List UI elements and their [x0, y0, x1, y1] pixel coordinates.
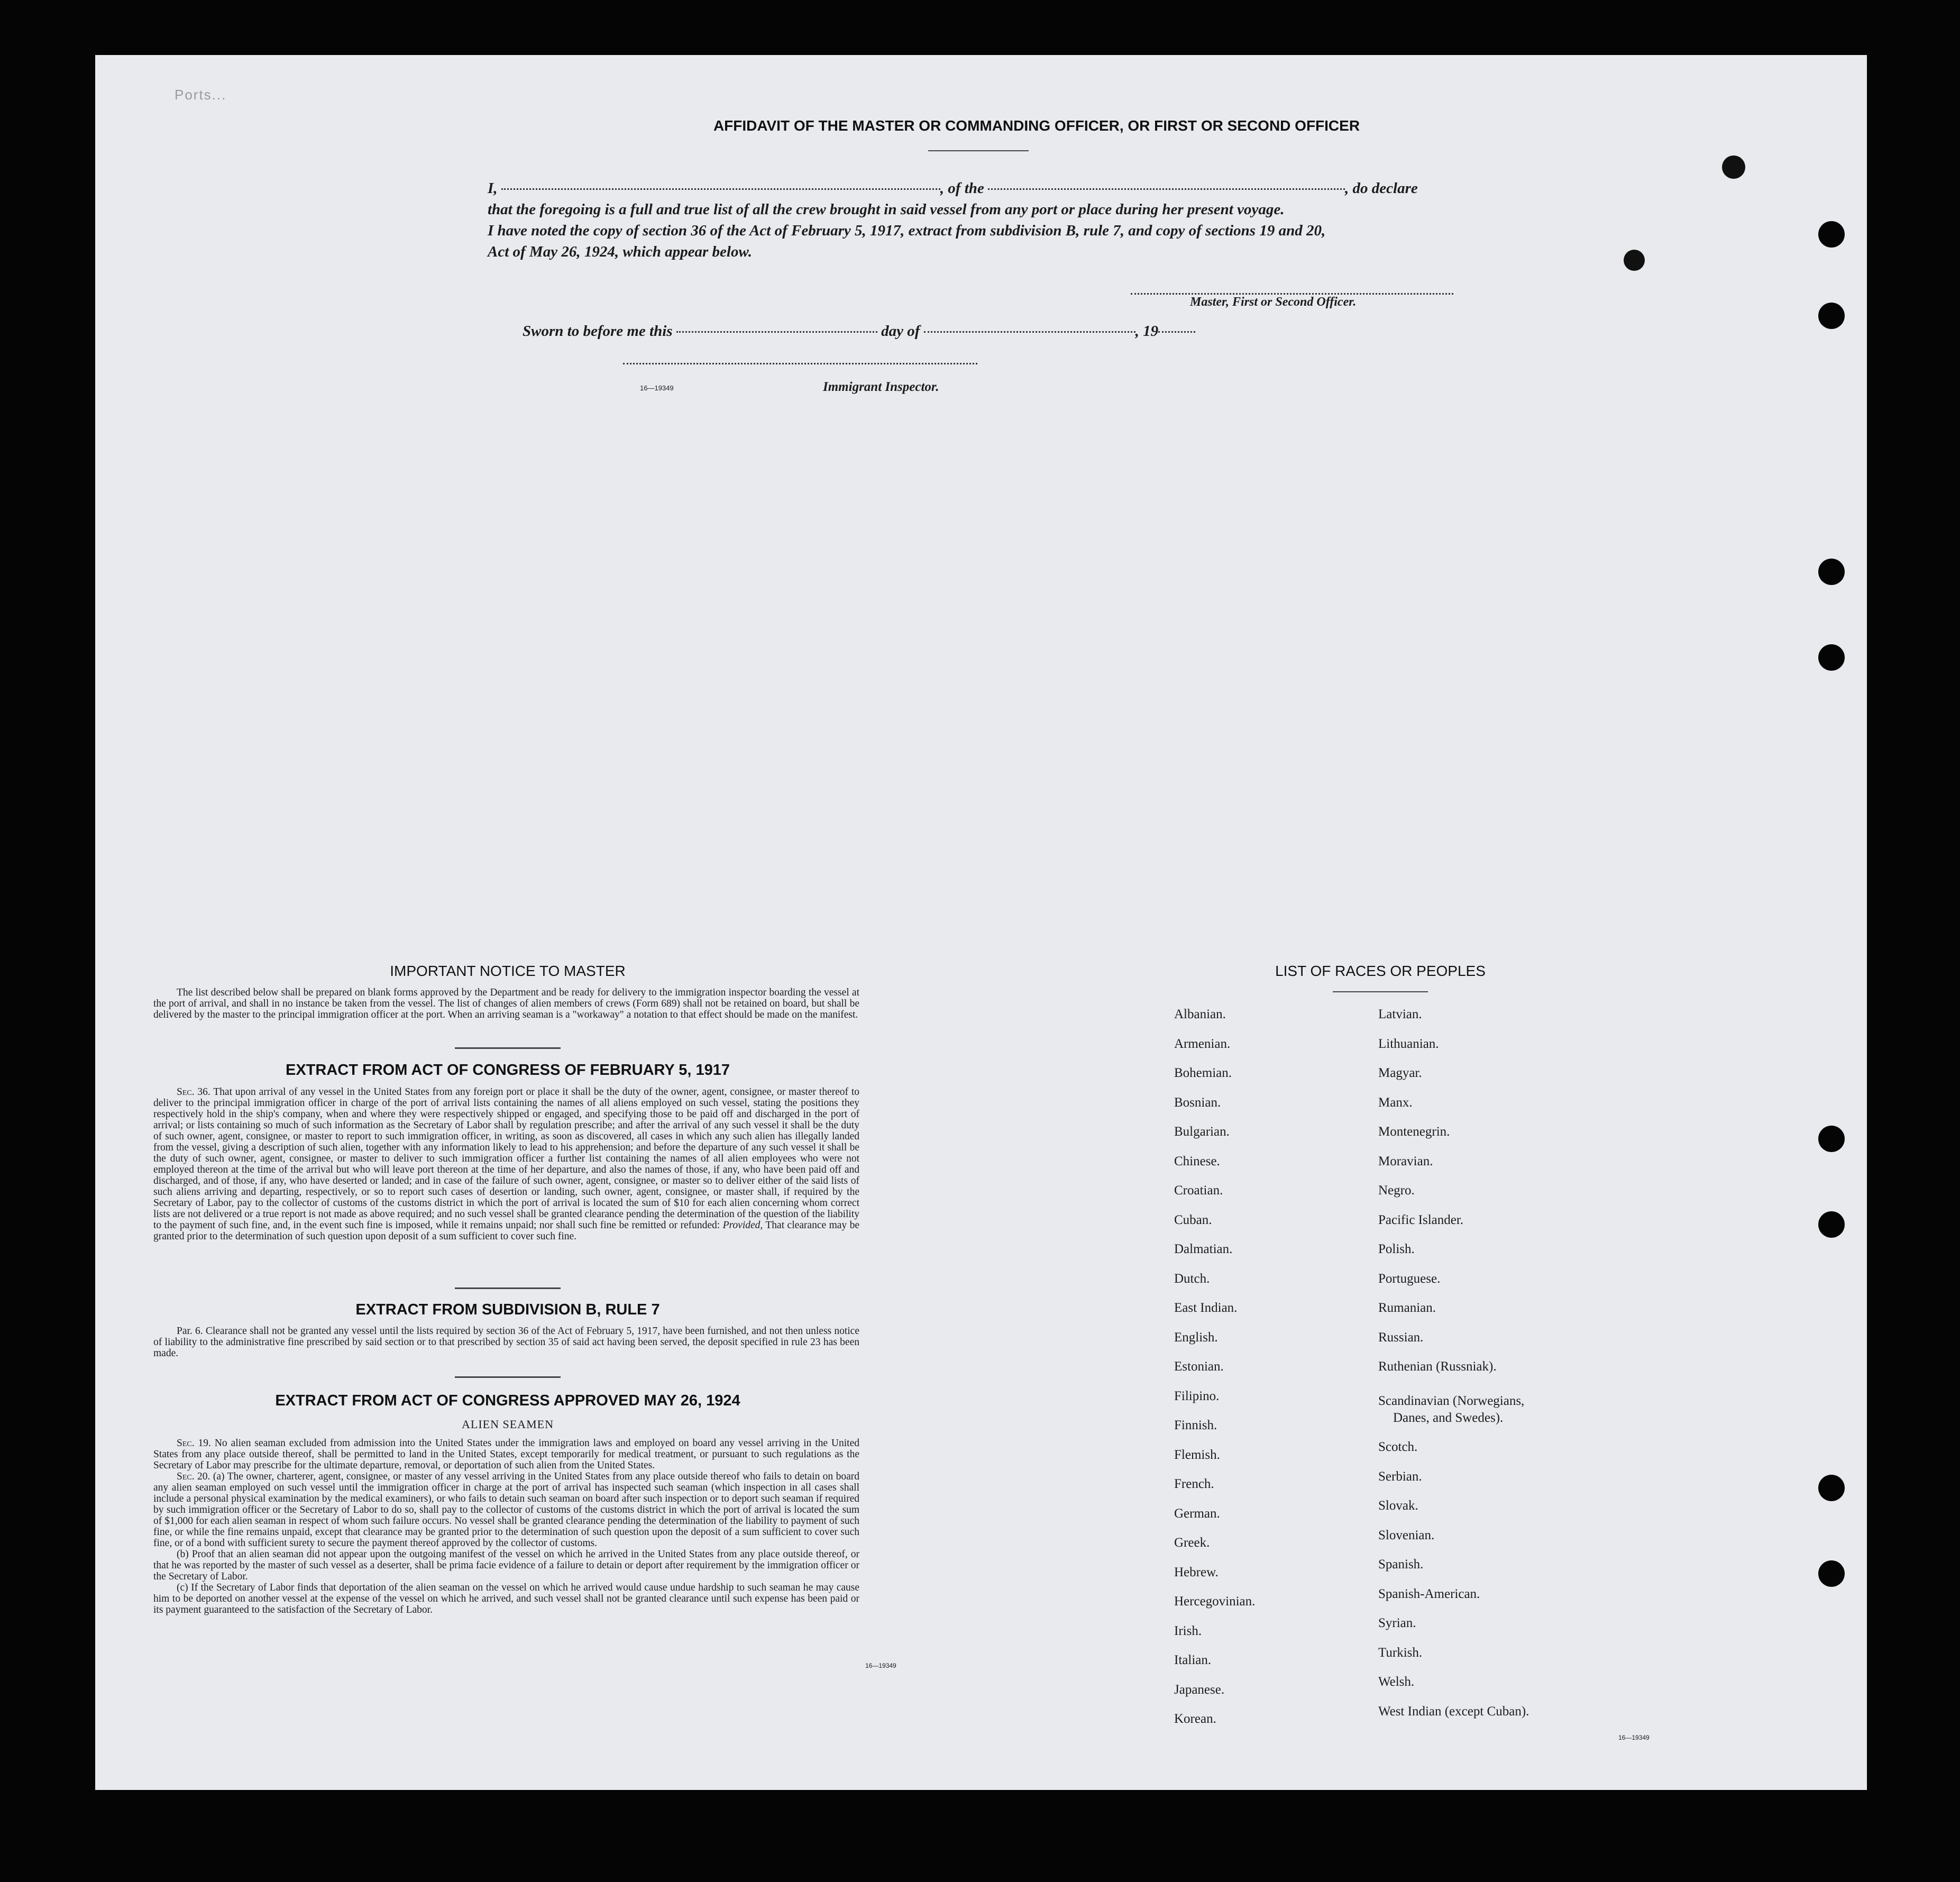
rule-7-rule: [455, 1376, 561, 1378]
binding-hole: [1818, 303, 1845, 329]
race-item: Moravian.: [1378, 1154, 1433, 1168]
extract-1924-title: EXTRACT FROM ACT OF CONGRESS APPROVED MAY 26, 1924: [275, 1392, 740, 1409]
extract-1924-body: [153, 1438, 859, 1615]
race-item: Bohemian.: [1174, 1066, 1232, 1080]
sworn-day-field[interactable]: [676, 331, 877, 333]
alien-seamen-subtitle: ALIEN SEAMEN: [462, 1418, 554, 1431]
declaration-line-3: I have noted the copy of section 36 of the Act of February 5, 1917, extract from subdivision B, rule 7, and copy of sections 19 and 20,: [488, 222, 1326, 239]
race-item: Japanese.: [1174, 1682, 1225, 1697]
of-the-label: , of the: [940, 180, 984, 197]
extract-1917-rule: [455, 1287, 561, 1289]
race-item: West Indian (except Cuban).: [1378, 1704, 1529, 1719]
sworn-line: [523, 323, 1195, 340]
binding-hole: [1818, 1211, 1845, 1238]
sec-20c-paragraph: (c) If the Secretary of Labor finds that deportation of the alien seaman on the vessel on which he arrived would cause undue hardship to such seaman he may cause him to be deported on another vessel at the expense of the vessel on which he arrived, and such vessel shall not be granted clearance until such expense has been paid or its payment guaranteed to the satisfaction of the Secretary of Labor.: [153, 1582, 859, 1615]
race-item: Hercegovinian.: [1174, 1594, 1256, 1609]
rule-7-title: EXTRACT FROM SUBDIVISION B, RULE 7: [355, 1301, 660, 1318]
ink-blot: [1624, 250, 1645, 271]
race-item: Latvian.: [1378, 1007, 1422, 1021]
year-prefix-label: , 19: [1135, 323, 1159, 340]
sec-19-text: No alien seaman excluded from admission into the United States under the immigration laws and employed on board any vessel arriving in the United States from any place outside thereof, shall be permitted to land in the United States, except temporarily for medical treatment, or pursuant to such regulations as the Secretary of Labor may prescribe for the ultimate departure, removal, or deportation of such alien from the United States.: [153, 1438, 860, 1471]
do-declare-label: , do declare: [1345, 180, 1418, 197]
sworn-label: Sworn to before me this: [523, 323, 673, 340]
binding-hole: [1818, 1560, 1845, 1587]
race-item: Flemish.: [1174, 1447, 1220, 1462]
race-item: Spanish.: [1378, 1557, 1424, 1572]
race-item: English.: [1174, 1330, 1218, 1345]
faded-stamp: Ports...: [175, 87, 227, 103]
master-signature-label: Master, First or Second Officer.: [1190, 295, 1357, 309]
affidavit-title: AFFIDAVIT OF THE MASTER OR COMMANDING OFFICER, OR FIRST OR SECOND OFFICER: [713, 117, 1360, 134]
affidavit-form-number: 16—19349: [640, 384, 674, 392]
inspector-signature-field[interactable]: [623, 363, 977, 364]
race-item: Scotch.: [1378, 1440, 1418, 1454]
proviso-word: Provided,: [722, 1220, 763, 1231]
race-item: Manx.: [1378, 1095, 1413, 1110]
sec-36-text: That upon arrival of any vessel in the United States from any foreign port or place it shall be the duty of the owner, agent, consignee, or master thereof to deliver to the principal immigration officer in charge of the port of arrival lists containing the names of all aliens employed on such vessel, stating the positions they respectively hold in the ship's company, when and where they were respectively shipped or engaged, and specifying those to be paid off and discharged in the port of arrival; or lists containing so much of such information as the Secretary of Labor shall by regulation prescribe; and after the arrival of any such vessel it shall be the duty of such owner, agent, consignee, or master to report to such immigration officer, in writing, as soon as discovered, all cases in which any such alien has illegally landed from the vessel, giving a description of such alien, together with any information likely to lead to his apprehension; and before the departure of any such vessel it shall be the duty of such owner, agent, consignee, or master to deliver to such immigration officer a further list containing the names of all alien employees who were not employed thereon at the time of the arrival but who will leave port thereon at the time of her departure, and also the names of those, if any, who have been paid off and discharged, and of those, if any, who have deserted or landed; and in case of the failure of such owner, agent, consignee, or master so to deliver either of the said lists of such aliens arriving and departing, respectively, or so to report such cases of desertion or landing, such owner, agent, consignee, or master shall, if required by the Secretary of Labor, pay to the collector of customs of the customs district in which the port of arrival is located the sum of $10 for each alien concerning whom correct lists are not delivered or a true report is not made as above required; and no such vessel shall be granted clearance pending the determination of the question of the liability to the payment of such fine, and, in the event such fine is imposed, while it remains unpaid; nor shall such fine be remitted or refunded:: [153, 1086, 859, 1231]
race-item: Bosnian.: [1174, 1095, 1221, 1110]
day-of-label: day of: [881, 323, 920, 340]
sec-20b-paragraph: (b) Proof that an alien seaman did not appear upon the outgoing manifest of the vessel on which he arrived in the United States from any place outside thereof, or that he was reported by the master of such vessel as a deserter, shall be prima facie evidence of a failure to detain or deport after requirement by the immigration officer or the Secretary of Labor.: [153, 1549, 859, 1582]
notice-title: IMPORTANT NOTICE TO MASTER: [390, 963, 626, 979]
race-item: Filipino.: [1174, 1388, 1220, 1403]
race-item: Serbian.: [1378, 1469, 1422, 1484]
race-item: Russian.: [1378, 1330, 1424, 1345]
race-item: Greek.: [1174, 1536, 1210, 1550]
race-item: East Indian.: [1174, 1301, 1238, 1315]
notice-text: The list described below shall be prepared on blank forms approved by the Department and be ready for delivery to the immigration inspector boarding the vessel at the port of arrival, and shall in no instance be taken from the vessel. The list of changes of alien members of crews (Form 689) shall not be retained on board, but shall be delivered by the master to the principal immigration officer at the port. When an arriving seaman is a "workaway" a notation to that effect should be made on the manifest.: [153, 987, 859, 1020]
declarant-label: I,: [488, 180, 498, 197]
vessel-name-field[interactable]: [988, 188, 1345, 190]
race-item: Spanish-American.: [1378, 1586, 1480, 1601]
race-item: Dutch.: [1174, 1271, 1210, 1286]
sec-36-label: Sec. 36.: [177, 1086, 210, 1098]
proviso-text: That clearance may be granted prior to the determination of such question upon deposit of a sum sufficient to cover such fine.: [153, 1220, 859, 1242]
extract-1917-text: [153, 1086, 859, 1242]
race-item: Scandinavian (Norwegians,: [1378, 1393, 1525, 1408]
race-item: Danes, and Swedes).: [1393, 1410, 1504, 1425]
sec-20a-text: (a) The owner, charterer, agent, consignee, or master of any vessel arriving in the United States from any place outside thereof who fails to detain on board any alien seaman employed on such vessel until the immigration officer in charge at the port of arrival has inspected such seaman (which inspection in all cases shall include a personal physical examination by the medical examiners), or who fails to detain such seaman on board after such inspection or to deport such seaman if required by such immigration officer or the Secretary of Labor to do so, shall pay to the collector of customs of the customs district in which the port of arrival is located the sum of $1,000 for each alien seaman in respect of whom such failure occurs. No vessel shall be granted clearance pending the determination of the liability to payment of such fine, or while the fine remains unpaid, except that clearance may be granted prior to the determination of such question upon the deposit of a sum sufficient to cover such fine, or of a bond with sufficient surety to secure the payment thereof approved by the collector of customs.: [153, 1471, 859, 1549]
master-signature-field[interactable]: [1131, 293, 1453, 295]
race-item: Dalmatian.: [1174, 1242, 1233, 1256]
sec-20a-paragraph: [153, 1471, 859, 1549]
race-item: Korean.: [1174, 1712, 1216, 1726]
title-rule: [928, 150, 1029, 151]
extract-form-number: 16—19349: [865, 1662, 896, 1669]
declaration-line-2: that the foregoing is a full and true list of all the crew brought in said vessel from any port or place during her present voyage.: [488, 201, 1285, 218]
binding-hole: [1818, 1126, 1845, 1152]
race-item: Hebrew.: [1174, 1565, 1219, 1579]
sec-20-label: Sec. 20.: [177, 1471, 210, 1482]
race-item: Bulgarian.: [1174, 1125, 1230, 1139]
races-form-number: 16—19349: [1618, 1734, 1650, 1741]
race-item: Montenegrin.: [1378, 1125, 1450, 1139]
race-item: Rumanian.: [1378, 1301, 1436, 1315]
races-rule: [1333, 991, 1428, 992]
race-item: Polish.: [1378, 1242, 1415, 1256]
race-item: Portuguese.: [1378, 1271, 1441, 1286]
race-item: Slovak.: [1378, 1499, 1418, 1513]
race-item: Magyar.: [1378, 1066, 1422, 1080]
notice-rule: [455, 1047, 561, 1049]
sec-19-paragraph: [153, 1438, 859, 1471]
race-item: Syrian.: [1378, 1616, 1416, 1630]
affidavit-declaration: [488, 178, 1567, 262]
race-item: Irish.: [1174, 1623, 1202, 1638]
race-item: Chinese.: [1174, 1154, 1220, 1168]
race-item: Cuban.: [1174, 1212, 1212, 1227]
form-page: [95, 55, 1867, 1790]
race-item: French.: [1174, 1477, 1214, 1491]
sworn-month-field[interactable]: [924, 331, 1135, 333]
race-item: Negro.: [1378, 1183, 1415, 1198]
sec-19-label: Sec. 19.: [177, 1438, 211, 1449]
declaration-line-4: Act of May 26, 1924, which appear below.: [488, 243, 752, 260]
race-item: Pacific Islander.: [1378, 1212, 1464, 1227]
race-item: German.: [1174, 1506, 1220, 1521]
binding-hole: [1818, 644, 1845, 671]
binding-hole: [1818, 1475, 1845, 1501]
race-item: Albanian.: [1174, 1007, 1226, 1021]
ink-blot: [1722, 156, 1745, 179]
race-item: Finnish.: [1174, 1418, 1217, 1432]
race-item: Lithuanian.: [1378, 1036, 1439, 1051]
race-item: Italian.: [1174, 1653, 1212, 1667]
rule-7-text: Par. 6. Clearance shall not be granted any vessel until the lists required by section 36 of the Act of February 5, 1917, have been furnished, and not then unless notice of liability to the administrative fine prescribed by said section or to that prescribed by section 35 of said act having been served, the deposit specified in rule 23 has been made.: [153, 1326, 859, 1359]
race-item: Ruthenian (Russniak).: [1378, 1359, 1497, 1374]
binding-hole: [1818, 559, 1845, 585]
race-item: Estonian.: [1174, 1359, 1224, 1374]
race-item: Slovenian.: [1378, 1528, 1435, 1542]
races-title: LIST OF RACES OR PEOPLES: [1275, 963, 1486, 979]
extract-1917-title: EXTRACT FROM ACT OF CONGRESS OF FEBRUARY 5, 1917: [285, 1062, 730, 1079]
sworn-year-field[interactable]: [1158, 331, 1195, 333]
race-item: Welsh.: [1378, 1675, 1415, 1689]
race-item: Turkish.: [1378, 1645, 1423, 1660]
inspector-label: Immigrant Inspector.: [823, 380, 939, 394]
binding-hole: [1818, 221, 1845, 248]
race-item: Croatian.: [1174, 1183, 1223, 1198]
declarant-name-field[interactable]: [501, 188, 940, 190]
race-item: Armenian.: [1174, 1036, 1231, 1051]
